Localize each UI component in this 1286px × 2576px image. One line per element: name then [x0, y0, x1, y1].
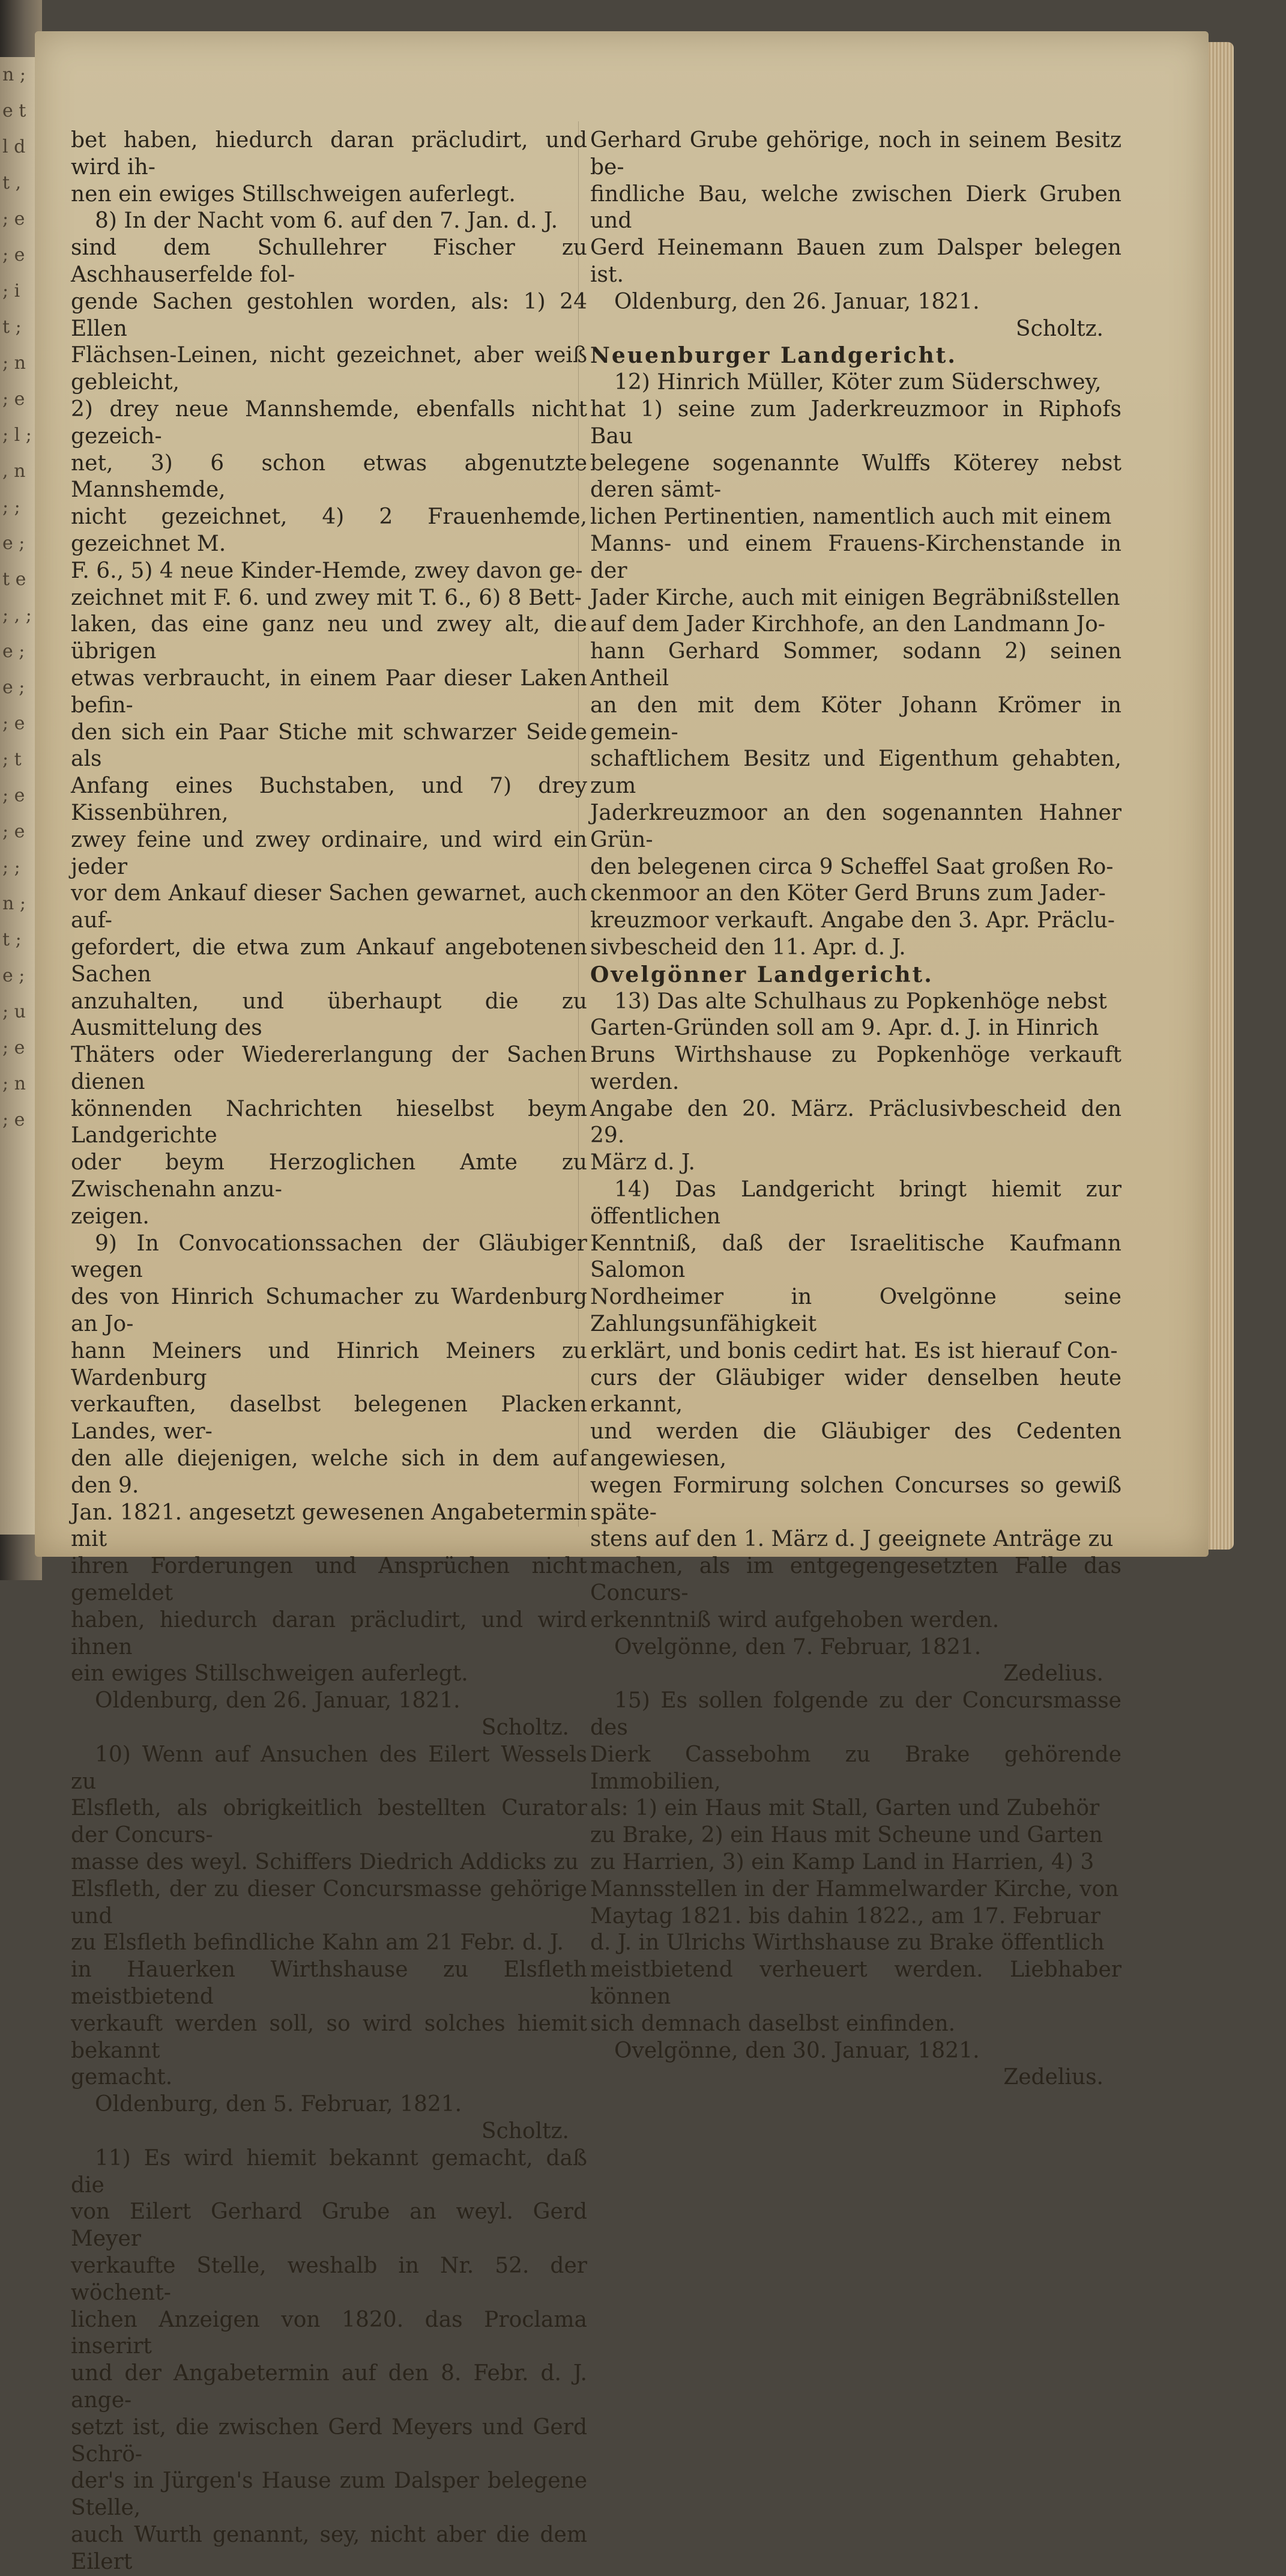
- notice-10-signature: Scholtz.: [481, 2118, 569, 2144]
- notice-13: 13) Das alte Schulhaus zu Popkenhöge nebst Garten-Gründen soll am 9. Apr. d. J. in Hinrich Bruns Wirthshause zu Popkenhöge verkauft werden. Angabe den 20. März. Präclusivbescheid den 29. März d. J.: [590, 989, 1121, 1175]
- document-page: [35, 31, 1209, 2574]
- notice-10: 10) Wenn auf Ansuchen des Eilert Wessels zu Elsfleth, als obrigkeitlich bestellten Curator der Concurs- masse des weyl. Schiffers Diedrich Addicks zu Elsfleth, der zu dieser Concursmasse gehörige und zu Elsfleth befindliche Kahn am 21 Febr. d. J. in Hauerken Wirthshause zu Elsfleth meistbietend verkauft werden soll, so wird solches hiemit bekannt gemacht.: [71, 1742, 587, 2090]
- notice-14-date: Ovelgönne, den 7. Februar, 1821.: [614, 1634, 982, 1659]
- notice-11-signature: Scholtz.: [1015, 316, 1103, 341]
- notice-11-tail: Gerhard Grube gehörige, noch in seinem Besitz be- findliche Bau, welche zwischen Dierk Gruben und Gerd Heinemann Bauen zum Dalsper belegen ist.: [590, 128, 1121, 287]
- notice-15-date: Ovelgönne, den 30. Januar, 1821.: [614, 2038, 980, 2063]
- notice-14: 14) Das Landgericht bringt hiemit zur öffentlichen Kenntniß, daß der Israelitische Kaufmann Salomon Nordheimer in Ovelgönne seine Zahlungsunfähigkeit erklärt, und bonis cedirt hat. Es ist hierauf Con- curs der Gläubiger wider denselben heute erkannt, und werden die Gläubiger des Cedenten angewiesen, wegen Formirung solchen Concurses so gewiß späte- stens auf den 1. März d. J geeignete Anträge zu machen, als im entgegengesetzten Falle das Concurs- erkenntniß wird aufgehoben werden.: [590, 1177, 1121, 1632]
- previous-page-text: n ; e t l d t , ; e ; e ; i t ; ; n ; e ; l ; , n ; ; e ; t e ; , ; e ; e ; ; e ; t ; e ; e ; ; n ; t ; e ; ; u ; e ; n ; e: [2, 64, 32, 1130]
- notice-9-date: Oldenburg, den 26. Januar, 1821.: [95, 1688, 460, 1714]
- notice-11-date: Oldenburg, den 26. Januar, 1821.: [614, 289, 980, 314]
- right-column: [590, 127, 1121, 2091]
- notice-8: 8) In der Nacht vom 6. auf den 7. Jan. d. J. sind dem Schullehrer Fischer zu Aschhauserfelde fol- gende Sachen gestohlen worden, als: 1) 24 Ellen Flächsen-Leinen, nicht gezeichnet, aber weiß gebleicht, 2) drey neue Mannshemde, ebenfalls nicht gezeich- net, 3) 6 schon etwas abgenutzte Mannshemde, nicht gezeichnet, 4) 2 Frauenhemde, gezeichnet M. F. 6., 5) 4 neue Kinder-Hemde, zwey davon ge- zeichnet mit F. 6. und zwey mit T. 6., 6) 8 Bett- laken, das eine ganz neu und zwey alt, die übrigen etwas verbraucht, in einem Paar dieser Laken befin- den sich ein Paar Stiche mit schwarzer Seide als Anfang eines Buchstaben, und 7) drey Kissenbühren, zwey feine und zwey ordinaire, und wird ein jeder vor dem Ankauf dieser Sachen gewarnet, auch auf- gefordert, die etwa zum Ankauf angebotenen Sachen anzuhalten, und überhaupt die zu Ausmittelung des Thäters oder Wiedererlangung der Sachen dienen könnenden Nachrichten hieselbst beym Landgerichte oder beym Herzoglichen Amte zu Zwischenahn anzu- zeigen.: [71, 208, 587, 1229]
- notice-12: 12) Hinrich Müller, Köter zum Süderschwey, hat 1) seine zum Jaderkreuzmoor in Riphofs Bau belegene sogenannte Wulffs Köterey nebst deren sämt- lichen Pertinentien, namentlich auch mit einem Manns- und einem Frauens-Kirchenstande in der Jader Kirche, auch mit einigen Begräbnißstellen auf dem Jader Kirchhofe, an den Landmann Jo- hann Gerhard Sommer, sodann 2) seinen Antheil an den mit dem Köter Johann Krömer in gemein- schaftlichem Besitz und Eigenthum gehabten, zum Jaderkreuzmoor an den sogenannten Hahner Grün- den belegenen circa 9 Scheffel Saat großen Ro- ckenmoor an den Köter Gerd Bruns zum Jader- kreuzmoor verkauft. Angabe den 3. Apr. Präclu- sivbescheid den 11. Apr. d. J.: [590, 370, 1121, 960]
- notice-9: 9) In Convocationssachen der Gläubiger wegen des von Hinrich Schumacher zu Wardenburg an Jo- hann Meiners und Hinrich Meiners zu Wardenburg verkauften, daselbst belegenen Placken Landes, wer- den alle diejenigen, welche sich in dem auf den 9. Jan. 1821. angesetzt gewesenen Angabetermin mit ihren Forderungen und Ansprüchen nicht gemeldet haben, hiedurch daran präcludirt, und wird ihnen ein ewiges Stillschweigen auferlegt.: [71, 1231, 587, 1687]
- notice-11: 11) Es wird hiemit bekannt gemacht, daß die von Eilert Gerhard Grube an weyl. Gerd Meyer verkaufte Stelle, weshalb in Nr. 52. der wöchent- lichen Anzeigen von 1820. das Proclama inserirt und der Angabetermin auf den 8. Febr. d. J. ange- setzt ist, die zwischen Gerd Meyers und Gerd Schrö- der's in Jürgen's Hause zum Dalsper belegene Stelle, auch Wurth genannt, sey, nicht aber die dem Eilert: [71, 2145, 587, 2574]
- notice-15: 15) Es sollen folgende zu der Concursmasse des Dierk Cassebohm zu Brake gehörende Immobilien, als: 1) ein Haus mit Stall, Garten und Zubehör zu Brake, 2) ein Haus mit Scheune und Garten zu Harrien, 3) ein Kamp Land in Harrien, 4) 3 Mannsstellen in der Hammelwarder Kirche, von Maytag 1821. bis dahin 1822., am 17. Februar d. J. in Ulrichs Wirthshause zu Brake öffentlich meistbietend verheuert werden. Liebhaber können sich demnach daselbst einfinden.: [590, 1688, 1121, 2036]
- left-column: [71, 127, 587, 2576]
- previous-page-edge: [0, 57, 35, 1535]
- notice-7-tail: bet haben, hiedurch daran präcludirt, und wird ih- nen ein ewiges Stillschweigen auferlegt.: [71, 128, 587, 207]
- section-heading-ovelgoenne: Ovelgönner Landgericht.: [590, 962, 934, 987]
- notice-14-signature: Zedelius.: [1003, 1661, 1103, 1687]
- section-heading-neuenburg: Neuenburger Landgericht.: [590, 343, 957, 369]
- notice-15-signature: Zedelius.: [1003, 2065, 1103, 2090]
- notice-10-date: Oldenburg, den 5. Februar, 1821.: [95, 2092, 462, 2117]
- notice-9-signature: Scholtz.: [481, 1715, 569, 1741]
